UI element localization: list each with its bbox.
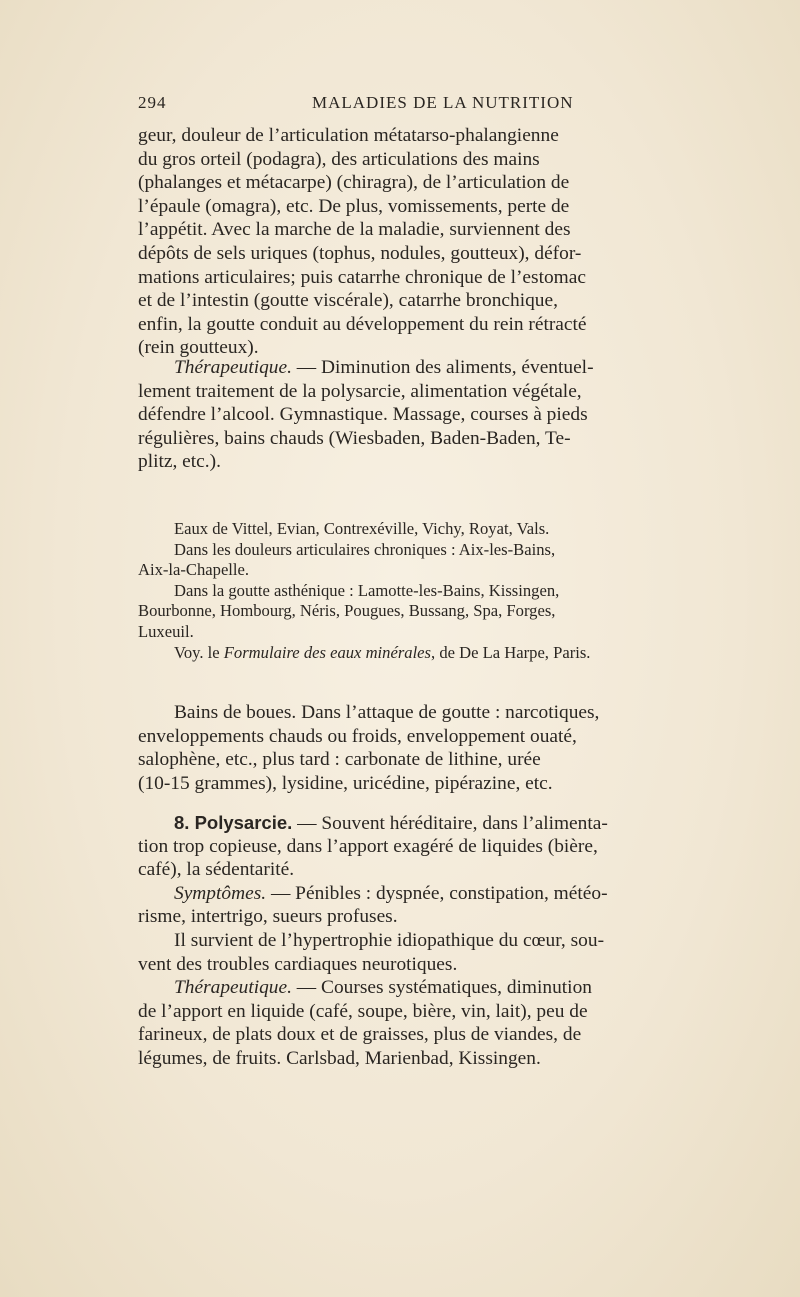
chapter-title: MALADIES DE LA NUTRITION xyxy=(312,93,574,112)
text-run: , de De La Harpe, Paris. xyxy=(431,642,591,662)
text-line xyxy=(138,643,762,664)
therapeutique-heading: Thérapeutique. xyxy=(174,357,292,378)
paragraph-therapeutique-goutte xyxy=(138,356,762,474)
text-line xyxy=(138,976,762,1000)
text-line: légumes, de fruits. Carlsbad, Marienbad, Kissingen. xyxy=(138,1047,541,1069)
section-heading: 8. Polysarcie. xyxy=(174,812,293,833)
book-title: Formulaire des eaux minérales xyxy=(223,642,432,662)
section-polysarcie xyxy=(138,811,762,1071)
text-line: Dans la goutte asthénique : Lamotte-les-Bains, Kissingen, xyxy=(174,580,560,600)
text-run: — Souvent héréditaire, dans l’alimenta- xyxy=(292,813,608,834)
text-line: Dans les douleurs articulaires chroniques : Aix-les-Bains, xyxy=(174,539,556,559)
text-line: de l’apport en liquide (café, soupe, bière, vin, lait), peu de xyxy=(138,1000,588,1022)
text-line: du gros orteil (podagra), des articulations des mains xyxy=(138,148,540,170)
text-run: Voy. le xyxy=(174,642,224,662)
text-line: enfin, la goutte conduit au développement du rein rétracté xyxy=(138,313,587,335)
text-line: et de l’intestin (goutte viscérale), catarrhe bronchique, xyxy=(138,290,558,312)
text-line xyxy=(138,882,762,906)
paragraph-symptoms-continued xyxy=(138,124,762,360)
text-line xyxy=(138,356,762,380)
text-line: Aix-la-Chapelle. xyxy=(138,560,250,580)
text-line: l’épaule (omagra), etc. De plus, vomissements, perte de xyxy=(138,195,570,217)
small-print-waters xyxy=(138,519,762,663)
text-line: Eaux de Vittel, Evian, Contrexéville, Vichy, Royat, Vals. xyxy=(174,519,550,538)
text-run: — Pénibles : dyspnée, constipation, météo- xyxy=(266,882,608,904)
paragraph-bains-de-boues xyxy=(138,701,762,795)
text-line: café), la sédentarité. xyxy=(138,859,295,881)
page-number: 294 xyxy=(138,93,167,112)
text-line: (phalanges et métacarpe) (chiragra), de l’articulation de xyxy=(138,172,570,194)
text-line: (rein goutteux). xyxy=(138,337,259,359)
text-line: défendre l’alcool. Gymnastique. Massage, courses à pieds xyxy=(138,404,588,426)
therapeutique-heading: Thérapeutique. xyxy=(174,977,292,999)
text-line: tion trop copieuse, dans l’apport exagéré de liquides (bière, xyxy=(138,835,598,857)
text-line: plitz, etc.). xyxy=(138,451,221,473)
symptomes-heading: Symptômes. xyxy=(174,882,267,904)
text-line: l’appétit. Avec la marche de la maladie, surviennent des xyxy=(138,219,571,241)
text-line: mations articulaires; puis catarrhe chronique de l’estomac xyxy=(138,266,586,288)
text-line: lement traitement de la polysarcie, alimentation végétale, xyxy=(138,380,582,402)
text-line: régulières, bains chauds (Wiesbaden, Baden-Baden, Te- xyxy=(138,427,571,449)
running-head xyxy=(138,93,760,115)
text-run: — Diminution des aliments, éventuel- xyxy=(291,357,594,378)
text-line: risme, intertrigo, sueurs profuses. xyxy=(138,906,398,928)
text-run: — Courses systématiques, diminution xyxy=(291,977,592,999)
text-line: dépôts de sels uriques (tophus, nodules, goutteux), défor- xyxy=(138,242,582,264)
text-line xyxy=(138,811,762,835)
text-line: Il survient de l’hypertrophie idiopathique du cœur, sou- xyxy=(174,929,605,951)
text-line: Luxeuil. xyxy=(138,621,194,641)
text-line: salophène, etc., plus tard : carbonate de lithine, urée xyxy=(138,749,541,771)
text-line: enveloppements chauds ou froids, enveloppement ouaté, xyxy=(138,725,577,747)
text-line: farineux, de plats doux et de graisses, plus de viandes, de xyxy=(138,1024,582,1046)
text-line: geur, douleur de l’articulation métatarso-phalangienne xyxy=(138,125,559,146)
text-line: (10-15 grammes), lysidine, uricédine, pipérazine, etc. xyxy=(138,772,553,794)
text-line: Bourbonne, Hombourg, Néris, Pougues, Bussang, Spa, Forges, xyxy=(138,601,556,621)
text-line: vent des troubles cardiaques neurotiques. xyxy=(138,953,458,975)
text-line: Bains de boues. Dans l’attaque de goutte : narcotiques, xyxy=(174,702,600,723)
